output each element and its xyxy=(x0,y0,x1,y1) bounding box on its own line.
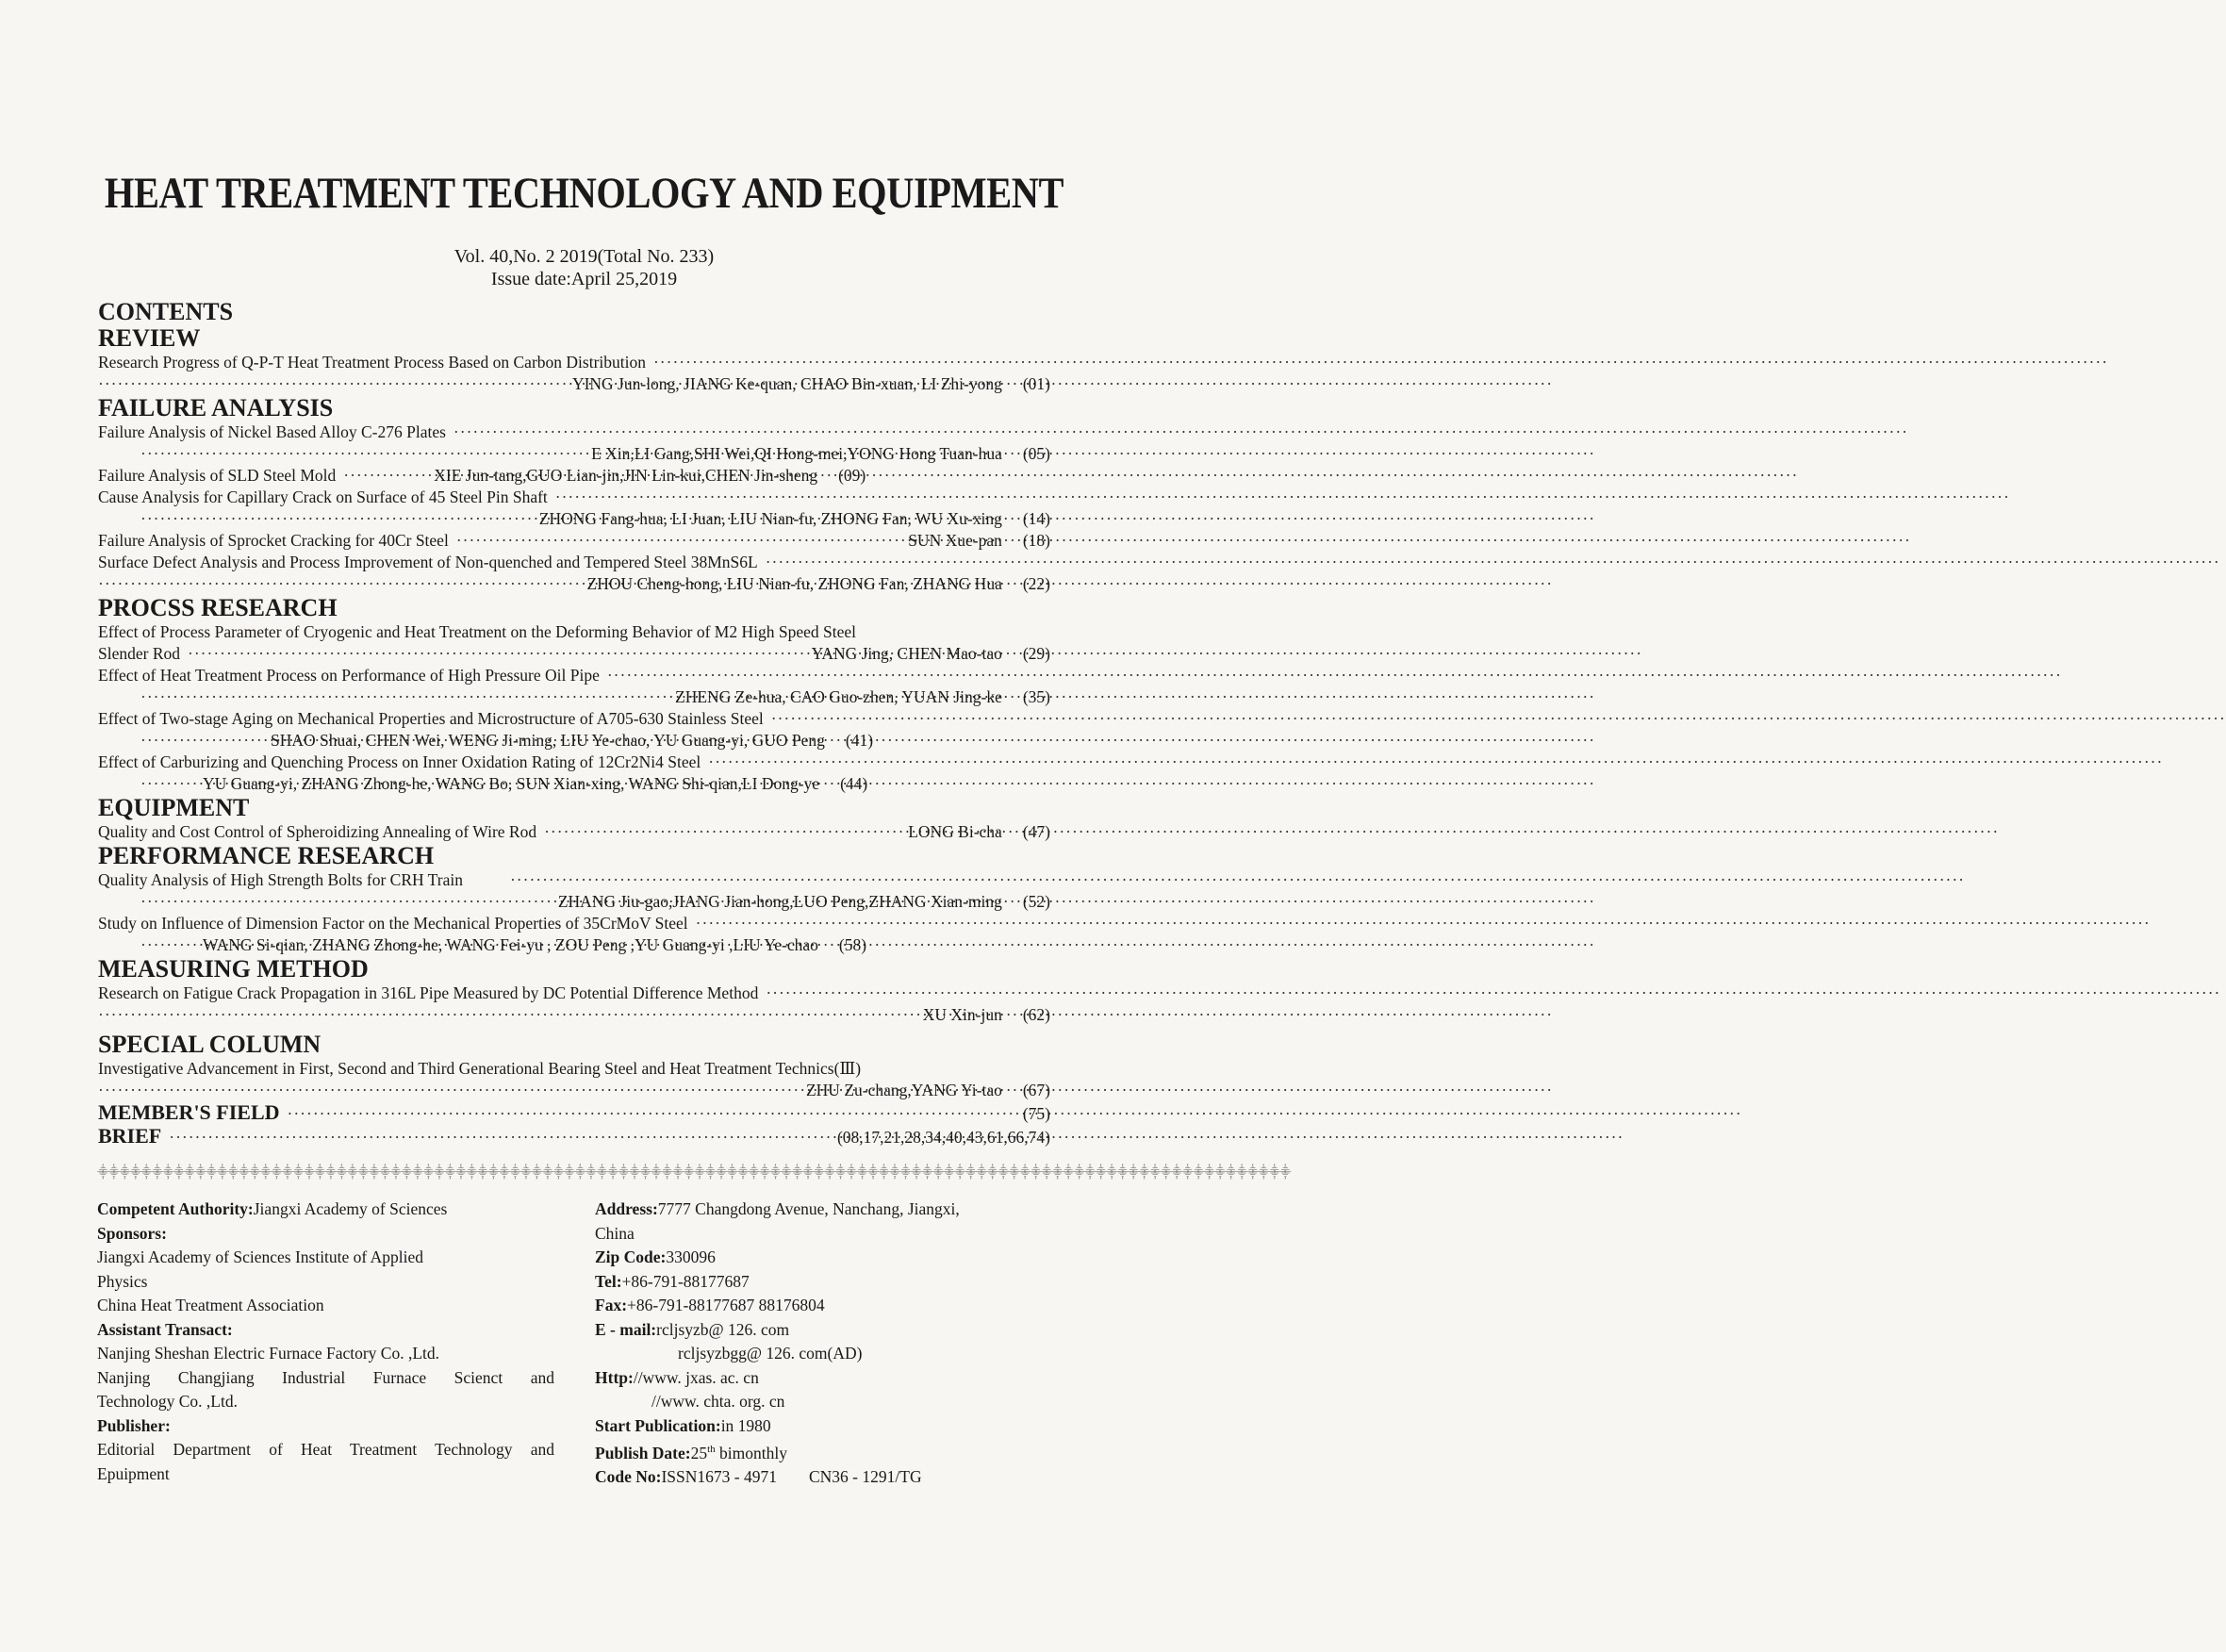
article-authors: ZHOU Cheng-hong, LIU Nian-fu, ZHONG Fan, ZHANG Hua xyxy=(586,574,1002,593)
section-measuring-heading: MEASURING METHOD xyxy=(98,955,369,983)
leader-dots xyxy=(140,773,195,795)
article-page: (09) xyxy=(838,466,866,485)
fax-label: Fax: xyxy=(595,1296,628,1314)
article-authors: ZHONG Fang-hua, LI Juan, LIU Nian-fu, ZHONG Fan, WU Xu-xing xyxy=(538,509,1002,528)
leader-dots xyxy=(98,1080,799,1101)
start-value: in 1980 xyxy=(720,1415,771,1435)
authority-value: Jiangxi Academy of Sciences xyxy=(253,1199,448,1218)
assistant-1: Nanjing Sheshan Electric Furnace Factory Co. ,Ltd. xyxy=(97,1344,440,1363)
toc-entry-authors[interactable] xyxy=(98,1004,1050,1026)
tel-label: Tel: xyxy=(595,1271,622,1291)
toc-entry-title[interactable] xyxy=(98,665,1050,686)
issue-date: Issue date:April 25,2019 xyxy=(490,269,678,289)
toc-entry-title[interactable] xyxy=(98,708,1050,730)
section-brief-heading: BRIEF xyxy=(98,1124,162,1148)
publication-info-right xyxy=(595,1198,1062,1490)
decorative-border: ⸎⸎⸎⸎⸎⸎⸎⸎⸎⸎⸎⸎⸎⸎⸎⸎⸎⸎⸎⸎⸎⸎⸎⸎⸎⸎⸎⸎⸎⸎⸎⸎⸎⸎⸎⸎⸎⸎⸎⸎⸎⸎⸎⸎⸎⸎⸎⸎⸎⸎⸎⸎⸎⸎⸎⸎⸎⸎⸎⸎⸎⸎⸎⸎⸎⸎⸎⸎⸎⸎⸎⸎⸎⸎⸎⸎⸎⸎⸎⸎⸎⸎⸎⸎⸎⸎⸎⸎⸎⸎⸎⸎⸎⸎⸎⸎⸎⸎⸎⸎⸎⸎⸎⸎⸎⸎⸎⸎⸎⸎ xyxy=(97,1165,1291,1179)
code-cn: CN36 - 1291/TG xyxy=(809,1467,922,1487)
toc-entry-authors[interactable] xyxy=(98,508,1050,530)
assistant-label: Assistant Transact: xyxy=(97,1319,233,1339)
article-authors: LONG Bi-cha xyxy=(908,822,1002,841)
leader-dots xyxy=(510,869,1043,891)
assistant-2-cont: Technology Co. ,Ltd. xyxy=(97,1392,238,1411)
article-title: Quality Analysis of High Strength Bolts for CRH Train xyxy=(98,870,463,889)
article-page: (47) xyxy=(1022,822,1050,841)
section-member-heading: MEMBER'S FIELD xyxy=(98,1100,280,1124)
address-value: 7777 Changdong Avenue, Nanchang, Jiangxi, xyxy=(657,1199,960,1218)
toc-entry-authors[interactable] xyxy=(98,1080,1050,1101)
start-label: Start Publication: xyxy=(595,1415,721,1435)
toc-entry-authors[interactable] xyxy=(98,730,1050,752)
article-page: (62) xyxy=(1022,1005,1050,1024)
section-performance-heading: PERFORMANCE RESEARCH xyxy=(98,842,435,869)
article-authors: ZHENG Ze-hua, CAO Guo-zhen, YUAN Jing-ke xyxy=(675,687,1002,706)
section-failure-heading: FAILURE ANALYSIS xyxy=(98,394,334,421)
leader-dots xyxy=(653,352,1043,373)
article-authors: SHAO Shuai, CHEN Wei, WENG Ji-ming, LIU Ye-chao, YU Guang-yi, GUO Peng xyxy=(271,731,825,750)
article-page: (01) xyxy=(1022,374,1050,393)
article-authors: XU Xin-jun xyxy=(922,1005,1002,1024)
section-equipment-heading: EQUIPMENT xyxy=(98,794,250,821)
code-label: Code No: xyxy=(595,1467,662,1487)
address-label: Address: xyxy=(595,1199,658,1218)
leader-dots xyxy=(140,730,263,752)
assistant-2: Nanjing Changjiang Industrial Furnace Scienct and xyxy=(97,1367,554,1387)
article-page: (75) xyxy=(1022,1104,1050,1123)
leader-dots xyxy=(696,913,1043,934)
toc-entry-authors[interactable] xyxy=(98,773,1050,795)
toc-entry-member[interactable] xyxy=(98,1101,1050,1125)
toc-entry-authors[interactable] xyxy=(98,934,1050,956)
article-title: Investigative Advancement in First, Second and Third Generational Bearing Steel and Heat Treatment Technics(Ⅲ) xyxy=(98,1059,862,1078)
toc-entry-title[interactable] xyxy=(98,621,1050,643)
article-authors: WANG Si-qian, ZHANG Zhong-he, WANG Fei-yu , ZOU Peng ,YU Guang-yi ,LIU Ye-chao xyxy=(203,935,818,954)
publisher-value-cont: Epuipment xyxy=(97,1463,170,1483)
section-special-heading: SPECIAL COLUMN xyxy=(98,1031,322,1058)
leader-dots xyxy=(140,934,195,956)
leader-dots xyxy=(140,686,668,708)
address-value-cont: China xyxy=(595,1223,635,1243)
toc-entry-title[interactable] xyxy=(98,487,1050,508)
toc-entry-title[interactable] xyxy=(98,1058,1050,1080)
article-title: Cause Analysis for Capillary Crack on Surface of 45 Steel Pin Shaft xyxy=(98,487,548,506)
zip-label: Zip Code: xyxy=(595,1247,667,1266)
toc-entry-title[interactable] xyxy=(98,869,1050,891)
leader-dots xyxy=(771,708,1043,730)
article-title: Surface Defect Analysis and Process Improvement of Non-quenched and Tempered Steel 38MnS6L xyxy=(98,553,758,571)
toc-entry-brief[interactable] xyxy=(98,1125,1050,1148)
article-page: (05) xyxy=(1022,444,1050,463)
article-authors: XIE Jun-tang,GUO Lian-jin,JIN Lin-kui,CHEN Jin-sheng xyxy=(434,466,818,485)
article-authors: YU Guang-yi, ZHANG Zhong-he, WANG Bo, SUN Xian-xing, WANG Shi-qian,LI Dong-ye xyxy=(203,774,820,793)
toc-entry-title[interactable] xyxy=(98,913,1050,934)
article-page: (35) xyxy=(1022,687,1050,706)
http-value-2[interactable]: //www. chta. org. cn xyxy=(651,1392,785,1411)
toc-entry[interactable] xyxy=(98,530,1050,552)
article-title: Quality and Cost Control of Spheroidizing Annealing of Wire Rod xyxy=(98,822,537,841)
toc-entry[interactable] xyxy=(98,465,1050,487)
toc-entry-title[interactable] xyxy=(98,752,1050,773)
article-authors: YANG Jing, CHEN Mao-tao xyxy=(811,644,1002,663)
leader-dots xyxy=(607,665,1043,686)
sponsor-2: China Heat Treatment Association xyxy=(97,1296,324,1314)
leader-dots xyxy=(140,443,584,465)
article-title: Effect of Heat Treatment Process on Performance of High Pressure Oil Pipe xyxy=(98,666,600,685)
email-value-ad[interactable]: rcljsyzbgg@ 126. com(AD) xyxy=(678,1344,863,1363)
leader-dots xyxy=(140,891,551,913)
article-authors: E Xin,LI Gang,SHI Wei,QI Hong-mei,YONG Hong Tuan-hua xyxy=(591,444,1002,463)
article-page: (18) xyxy=(1022,531,1050,550)
leader-dots xyxy=(456,530,900,552)
article-page: (67) xyxy=(1022,1081,1050,1099)
article-page: (52) xyxy=(1022,892,1050,911)
article-title: Effect of Two-stage Aging on Mechanical Properties and Microstructure of A705-630 Stainless Steel xyxy=(98,709,764,728)
article-title: Effect of Process Parameter of Cryogenic and Heat Treatment on the Deforming Behavior of M2 High Speed Steel xyxy=(98,622,856,641)
toc-entry-authors[interactable] xyxy=(98,891,1050,913)
article-title: Failure Analysis of Sprocket Cracking for 40Cr Steel xyxy=(98,531,449,550)
article-title: Research Progress of Q-P-T Heat Treatment Process Based on Carbon Distribution xyxy=(98,353,646,372)
article-page: (29) xyxy=(1022,644,1050,663)
leader-dots xyxy=(188,643,804,665)
leader-dots xyxy=(544,821,900,843)
article-title: Research on Fatigue Crack Propagation in 316L Pipe Measured by DC Potential Difference Method xyxy=(98,983,759,1002)
email-label: E - mail: xyxy=(595,1319,657,1339)
section-review-heading: REVIEW xyxy=(98,324,201,352)
leader-dots xyxy=(343,465,426,487)
leader-dots xyxy=(98,1004,915,1026)
toc-entry-authors[interactable] xyxy=(98,573,1050,595)
article-title: Study on Influence of Dimension Factor on the Mechanical Properties of 35CrMoV Steel xyxy=(98,914,688,933)
leader-dots xyxy=(708,752,1043,773)
article-pages: (08,17,21,28,34,40,43,61,66,74) xyxy=(836,1128,1050,1147)
leader-dots xyxy=(766,983,1043,1004)
publisher-value: Editorial Department of Heat Treatment Technology and xyxy=(97,1440,554,1459)
leader-dots xyxy=(766,552,1043,573)
http-label: Http: xyxy=(595,1367,634,1387)
zip-value: 330096 xyxy=(666,1247,716,1266)
leader-dots xyxy=(169,1127,830,1148)
article-page: (14) xyxy=(1022,509,1050,528)
leader-dots xyxy=(98,573,580,595)
toc-entry-authors[interactable] xyxy=(98,373,1050,395)
publisher-label: Publisher: xyxy=(97,1415,171,1435)
journal-title: HEAT TREATMENT TECHNOLOGY AND EQUIPMENT xyxy=(104,169,1064,218)
fax-value: +86-791-88177687 88176804 xyxy=(627,1296,825,1314)
tel-value: +86-791-88177687 xyxy=(621,1271,750,1291)
toc-entry-authors[interactable] xyxy=(98,443,1050,465)
table-of-contents xyxy=(98,298,1050,1148)
publish-date-sup: th xyxy=(707,1444,716,1455)
sponsors-label: Sponsors: xyxy=(97,1223,167,1243)
authority-label: Competent Authority: xyxy=(97,1199,254,1218)
article-title: Failure Analysis of SLD Steel Mold xyxy=(98,466,337,485)
article-authors: SUN Xue-pan xyxy=(908,531,1002,550)
article-title: Effect of Carburizing and Quenching Process on Inner Oxidation Rating of 12Cr2Ni4 Steel xyxy=(98,752,701,771)
issue-volume: Vol. 40,No. 2 2019(Total No. 233) xyxy=(453,246,715,267)
article-page: (22) xyxy=(1022,574,1050,593)
leader-dots xyxy=(453,421,1043,443)
section-process-heading: PROCSS RESEARCH xyxy=(98,594,338,621)
publish-date-rest: bimonthly xyxy=(715,1443,787,1462)
sponsor-1-cont: Physics xyxy=(97,1271,148,1291)
article-page: (44) xyxy=(840,774,868,793)
leader-dots xyxy=(98,373,565,395)
article-authors: ZHU Zu-chang,YANG Yi-tao xyxy=(805,1081,1002,1099)
publish-date-num: 25 xyxy=(690,1443,708,1462)
publish-date-label: Publish Date: xyxy=(595,1443,691,1462)
leader-dots xyxy=(555,487,1043,508)
toc-entry[interactable] xyxy=(98,643,1050,665)
toc-entry-title[interactable] xyxy=(98,983,1050,1004)
code-issn: ISSN1673 - 4971 xyxy=(661,1467,777,1487)
leader-dots xyxy=(140,508,532,530)
toc-entry-title[interactable] xyxy=(98,421,1050,443)
toc-entry-title[interactable] xyxy=(98,552,1050,573)
sponsor-1: Jiangxi Academy of Sciences Institute of Applied xyxy=(97,1247,424,1266)
article-authors: ZHANG Jiu-gao,JIANG Jian-hong,LUO Peng,ZHANG Xian-ming xyxy=(557,892,1002,911)
toc-entry-title[interactable] xyxy=(98,352,1050,373)
publication-info-left xyxy=(97,1198,554,1486)
toc-entry[interactable] xyxy=(98,821,1050,843)
article-page: (41) xyxy=(845,731,874,750)
article-page: (58) xyxy=(838,935,867,954)
issue-info xyxy=(0,245,1168,290)
article-title-continued: Slender Rod xyxy=(98,644,181,663)
article-title: Failure Analysis of Nickel Based Alloy C-276 Plates xyxy=(98,422,446,441)
contents-heading: CONTENTS xyxy=(98,298,234,325)
toc-entry-authors[interactable] xyxy=(98,686,1050,708)
article-authors: YING Jun-long, JIANG Ke-quan, CHAO Bin-xuan, LI Zhi-yong xyxy=(571,374,1002,393)
leader-dots xyxy=(288,1103,995,1125)
http-value[interactable]: //www. jxas. ac. cn xyxy=(633,1367,759,1387)
email-value[interactable]: rcljsyzb@ 126. com xyxy=(656,1319,790,1339)
